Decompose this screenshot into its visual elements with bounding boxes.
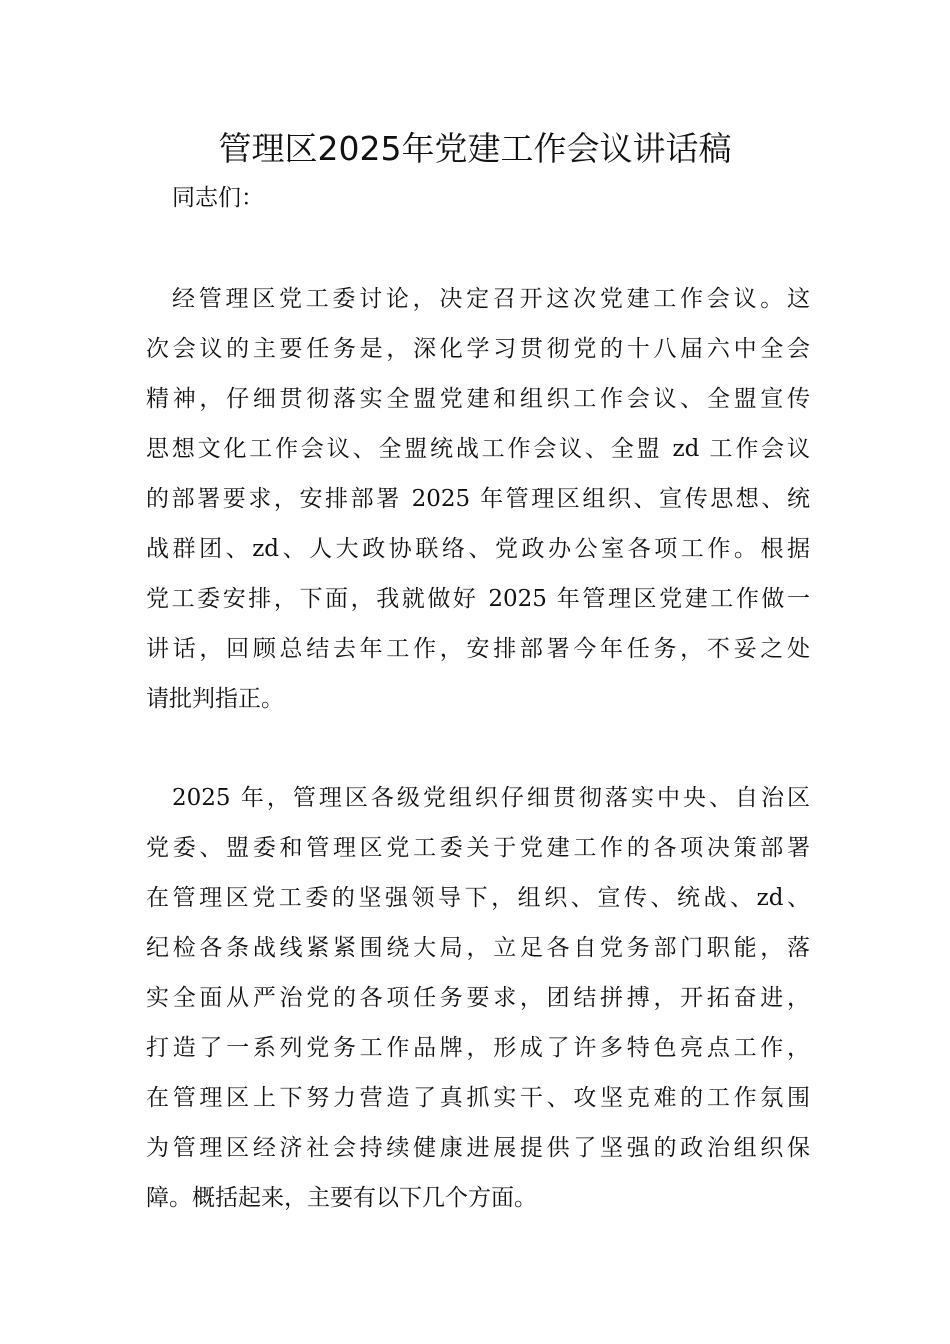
paragraph-line: 在管理区上下努力营造了真抓实干、攻坚克难的工作氛围	[146, 1085, 810, 1111]
paragraph-line: 党委、盟委和管理区党工委关于党建工作的各项决策部署	[146, 835, 810, 861]
paragraph-line: 纪检各条战线紧紧围绕大局，立足各自党务部门职能，落	[146, 935, 810, 961]
body-paragraph	[146, 274, 810, 724]
paragraph-line: 为管理区经济社会持续健康进展提供了坚强的政治组织保	[146, 1135, 810, 1161]
paragraph-line: 请批判指正。	[146, 686, 284, 712]
paragraph-line: 2025 年，管理区各级党组织仔细贯彻落实中央、自治区	[172, 785, 810, 811]
paragraph-line: 经管理区党工委讨论，决定召开这次党建工作会议。这	[172, 286, 810, 312]
salutation: 同志们：	[172, 185, 264, 211]
paragraph-line: 打造了一系列党务工作品牌，形成了许多特色亮点工作，	[146, 1035, 810, 1061]
paragraph-line: 精神，仔细贯彻落实全盟党建和组织工作会议、全盟宣传	[146, 386, 810, 412]
paragraph-line: 战群团、zd、人大政协联络、党政办公室各项工作。根据	[146, 536, 810, 562]
paragraph-line: 次会议的主要任务是，深化学习贯彻党的十八届六中全会	[146, 336, 810, 362]
paragraph-line: 思想文化工作会议、全盟统战工作会议、全盟 zd 工作会议	[146, 436, 810, 462]
paragraph-line: 实全面从严治党的各项任务要求，团结拼搏，开拓奋进，	[146, 985, 810, 1011]
document-title: 管理区2025年党建工作会议讲话稿	[218, 129, 732, 168]
paragraph-line: 在管理区党工委的坚强领导下，组织、宣传、统战、zd、	[146, 885, 810, 911]
paragraph-line: 的部署要求，安排部署 2025 年管理区组织、宣传思想、统	[146, 486, 810, 512]
paragraph-line: 党工委安排，下面，我就做好 2025 年管理区党建工作做一	[146, 586, 810, 612]
paragraph-line: 障。概括起来，主要有以下几个方面。	[146, 1185, 537, 1211]
paragraph-line: 讲话，回顾总结去年工作，安排部署今年任务，不妥之处	[146, 636, 810, 662]
body-paragraph	[146, 773, 810, 1223]
